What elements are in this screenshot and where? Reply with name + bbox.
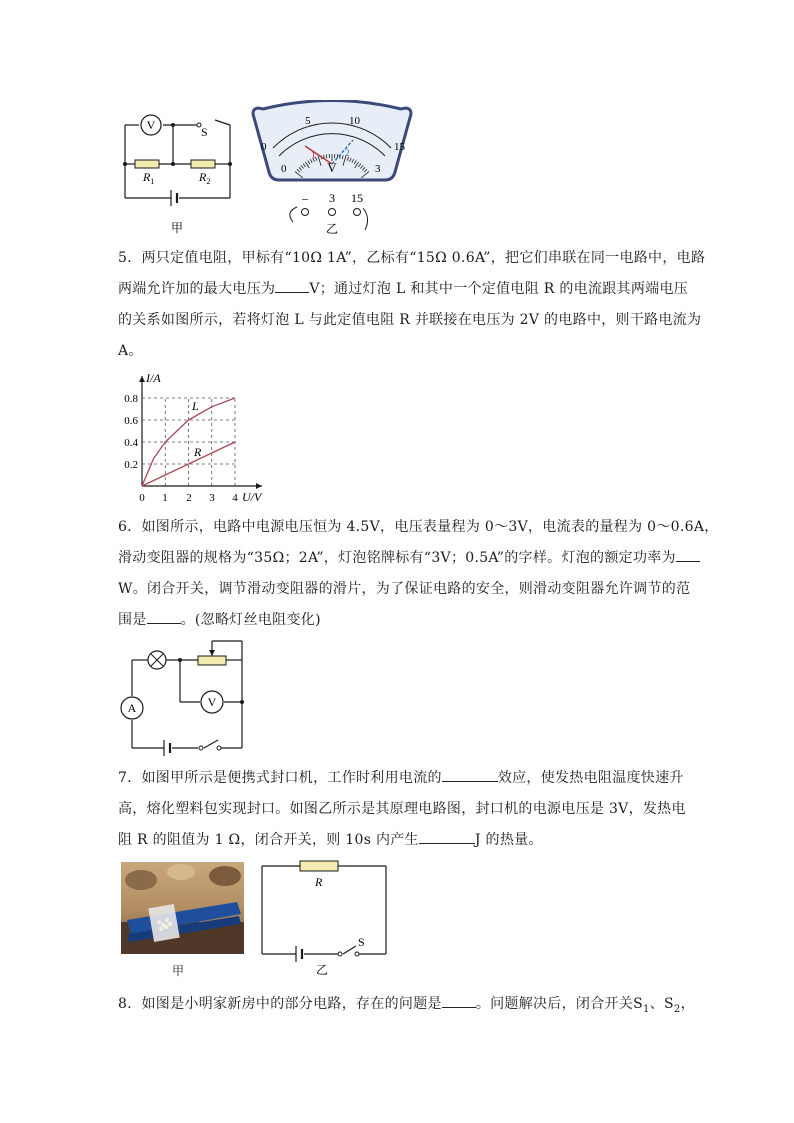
q8-sep: 、S (649, 996, 674, 1012)
q8-sub-1: 1 (643, 1003, 650, 1015)
scale-bottom-3: 3 (375, 163, 381, 175)
figure-circuit-jia (115, 108, 245, 238)
figure-circuit-q6 (112, 636, 252, 756)
xtick-2: 2 (186, 492, 192, 504)
xtick-1: 1 (162, 492, 168, 504)
q5-line-3: 的关系如图所示，若将灯泡 L 与此定值电阻 R 并联接在电压为 2V 的电路中，则干路电流为 (118, 312, 702, 328)
meter-label-v: V (146, 118, 156, 132)
terminal-neg: – (302, 191, 308, 205)
q7-answer-blank-1[interactable] (442, 767, 498, 782)
ytick-0.4: 0.4 (124, 437, 138, 449)
ytick-0.8: 0.8 (124, 393, 138, 405)
q7-line-3a: 阻 R 的阻值为 1 Ω，闭合开关，则 10s 内产生 (118, 832, 419, 848)
q8-answer-blank-1[interactable] (442, 993, 476, 1008)
switch-label: S (201, 125, 208, 139)
q6-answer-blank-1[interactable] (676, 547, 700, 562)
voltmeter-label: V (207, 695, 217, 709)
xtick-0: 0 (139, 492, 145, 504)
q8-tail: ， (680, 996, 695, 1012)
q7-caption-yi: 乙 (315, 963, 329, 976)
scale-top-15: 15 (394, 141, 405, 153)
question-8 (118, 989, 695, 1025)
q8-sub-2: 2 (673, 1003, 681, 1015)
curve-label-l: L (192, 399, 199, 413)
xtick-4: 4 (232, 492, 238, 504)
q7-caption-jia: 甲 (172, 964, 185, 978)
q6-answer-blank-2[interactable] (147, 609, 181, 624)
graph-ylabel: I/A (146, 371, 161, 385)
question-7 (118, 763, 686, 856)
svg-text:R1 (142, 170, 154, 186)
q6-line-4b: 。(忽略灯丝电阻变化) (180, 612, 321, 628)
ytick-0.2: 0.2 (124, 459, 138, 471)
r1-label: R (143, 170, 151, 184)
q7-line-3b: J 的热量。 (474, 832, 543, 848)
question-5 (118, 243, 706, 367)
q8-line-1b: 。问题解决后，闭合开关S (475, 996, 644, 1012)
q7-line-1a: 7．如图甲所示是便携式封口机，工作时利用电流的 (118, 770, 442, 786)
caption-jia: 甲 (170, 221, 184, 235)
q6-line-4a: 围是 (118, 612, 147, 628)
q7-resistor-label: R (315, 875, 323, 889)
figure-circuit-q7 (258, 858, 390, 976)
r1-sub: 1 (150, 177, 155, 186)
q5-line-2a: 两端允许加的最大电压为 (118, 281, 276, 297)
sealer-photo (121, 862, 244, 954)
scale-top-10: 10 (349, 115, 360, 127)
figure-voltmeter-yi (245, 100, 420, 238)
q6-line-3: W。闭合开关，调节滑动变阻器的滑片，为了保证电路的安全，则滑动变阻器允许调节的范 (118, 581, 691, 597)
r2-sub: 2 (206, 177, 211, 186)
caption-yi: 乙 (325, 222, 339, 236)
scale-bottom-2: 2 (345, 148, 350, 158)
q5-line-1: 5．两只定值电阻，甲标有“10Ω 1A”，乙标有“15Ω 0.6A”，把它们串联在同一电路中，电路 (118, 250, 706, 266)
q6-line-1: 6．如图所示，电路中电源电压恒为 4.5V，电压表量程为 0～3V，电流表的量程为 0～0.6A， (118, 519, 719, 535)
q8-line-1a: 8．如图是小明家新房中的部分电路，存在的问题是 (118, 996, 442, 1012)
q7-switch-label: S (358, 935, 365, 949)
q5-answer-blank-1[interactable] (275, 278, 309, 293)
q7-answer-blank-2[interactable] (419, 829, 475, 844)
r2-label: R (199, 170, 207, 184)
terminal-3: 3 (329, 191, 335, 205)
curve-label-r: R (194, 445, 202, 459)
meter-unit: V (327, 160, 337, 175)
q5-line-2b: V；通过灯泡 L 和其中一个定值电阻 R 的电流跟其两端电压 (309, 281, 689, 297)
q7-line-1b: 效应，使发热电阻温度快速升 (497, 770, 684, 786)
svg-text:R2 (198, 170, 210, 186)
graph-xlabel: U/V (242, 490, 262, 504)
q5-line-4: A。 (118, 343, 143, 359)
question-6 (118, 512, 719, 636)
ammeter-label: A (127, 701, 137, 715)
ytick-0.6: 0.6 (124, 415, 138, 427)
xtick-3: 3 (209, 492, 215, 504)
iu-graph (112, 368, 282, 508)
q6-line-2: 滑动变阻器的规格为“35Ω；2A”，灯泡铭牌标有“3V；0.5A”的字样。灯泡的额定功率为 (118, 550, 676, 566)
scale-top-0: 0 (261, 141, 267, 153)
scale-bottom-1: 1 (311, 150, 316, 160)
scale-top-5: 5 (305, 115, 311, 127)
terminal-15: 15 (351, 191, 363, 205)
scale-bottom-0: 0 (281, 163, 287, 175)
q7-line-2: 高，熔化塑料包实现封口。如图乙所示是其原理电路图，封口机的电源电压是 3V，发热电 (118, 801, 686, 817)
